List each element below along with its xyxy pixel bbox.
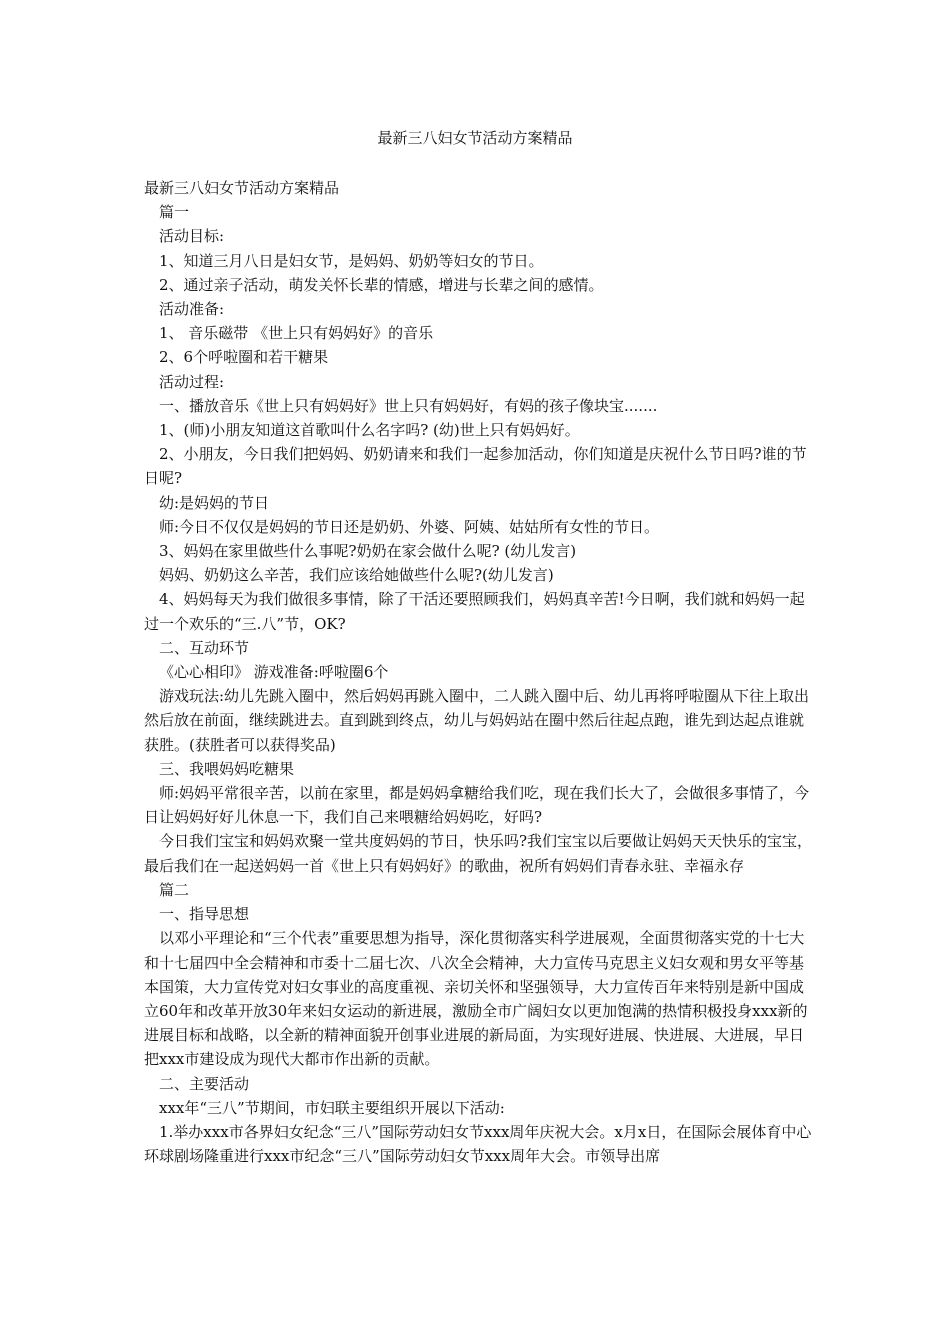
paragraph: 师:妈妈平常很辛苦，以前在家里，都是妈妈拿糖给我们吃，现在我们长大了，会做很多事情了，今日让妈妈好好儿休息一下，我们自己来喂糖给妈妈吃，好吗? — [144, 784, 810, 827]
paragraph: 1、 音乐磁带 《世上只有妈妈好》的音乐 — [159, 324, 434, 343]
paragraph: 幼:是妈妈的节日 — [159, 493, 270, 512]
paragraph: 三、我喂妈妈吃糖果 — [159, 759, 295, 778]
paragraph: 1、知道三月八日是妇女节，是妈妈、奶奶等妇女的节日。 — [159, 251, 544, 270]
paragraph: 2、通过亲子活动，萌发关怀长辈的情感，增进与长辈之间的感情。 — [159, 275, 604, 294]
paragraph: 4、妈妈每天为我们做很多事情，除了干活还要照顾我们，妈妈真辛苦!今日啊，我们就和妈妈一起过一个欢乐的“三.八”节，OK? — [144, 590, 805, 633]
paragraph: xxx年“三八”节期间，市妇联主要组织开展以下活动: — [159, 1098, 505, 1117]
paragraph: 一、指导思想 — [159, 905, 250, 924]
document-body — [144, 176, 814, 1168]
paragraph: 1、(师)小朋友知道这首歌叫什么名字吗? (幼)世上只有妈妈好。 — [159, 421, 580, 440]
paragraph: 妈妈、奶奶这么辛苦，我们应该给她做些什么呢?(幼儿发言) — [159, 566, 554, 585]
paragraph: 游戏玩法:幼儿先跳入圈中，然后妈妈再跳入圈中，二人跳入圈中后、幼儿再将呼啦圈从下往上取出然后放在前面，继续跳进去。直到跳到终点，幼儿与妈妈站在圈中然后往起点跑，谁先到达起点谁就获胜。(获胜者可以获得奖品) — [144, 687, 810, 754]
paragraph: 一、播放音乐《世上只有妈妈好》世上只有妈妈好，有妈的孩子像块宝....... — [159, 396, 658, 415]
paragraph: 师:今日不仅仅是妈妈的节日还是奶奶、外婆、阿姨、姑姑所有女性的节日。 — [159, 517, 660, 536]
paragraph: 1.举办xxx市各界妇女纪念“三八”国际劳动妇女节xxx周年庆祝大会。x月x日，在国际会展体育中心环球剧场隆重进行xxx市纪念“三八”国际劳动妇女节xxx周年大会。市领导出席 — [144, 1122, 812, 1166]
paragraph: 篇一 — [159, 203, 190, 222]
paragraph: 2、小朋友，今日我们把妈妈、奶奶请来和我们一起参加活动，你们知道是庆祝什么节日吗?谁的节日呢? — [144, 445, 807, 488]
paragraph: 以邓小平理论和“三个代表”重要思想为指导，深化贯彻落实科学进展观，全面贯彻落实党的十七大和十七届四中全会精神和市委十二届七次、八次全会精神，大力宣传马克思主义妇女观和男女平等基本国策，大力宣传党对妇女事业的高度重视、亲切关怀和坚强领导，大力宣传百年来特别是新中国成立60年和改革开放30年来妇女运动的新进展，激励全市广阔妇女以更加饱满的热情积极投身xxx新的进展目标和战略，以全新的精神面貌开创事业进展的新局面，为实现好进展、快进展、大进展，早日把xxx市建设成为现代大都市作出新的贡献。 — [144, 929, 808, 1069]
paragraph: 3、妈妈在家里做些什么事呢?奶奶在家会做什么呢? (幼儿发言) — [159, 542, 577, 561]
paragraph: 最新三八妇女节活动方案精品 — [144, 179, 340, 197]
paragraph: 2、6个呼啦圈和若干糖果 — [159, 348, 329, 367]
paragraph: 《心心相印》 游戏准备:呼啦圈6个 — [159, 663, 389, 682]
paragraph: 二、主要活动 — [159, 1074, 250, 1093]
paragraph: 篇二 — [159, 880, 190, 899]
paragraph: 活动准备: — [159, 300, 225, 319]
paragraph: 活动目标: — [159, 227, 225, 246]
paragraph: 二、互动环节 — [159, 638, 250, 657]
paragraph: 今日我们宝宝和妈妈欢聚一堂共度妈妈的节日，快乐吗?我们宝宝以后要做让妈妈天天快乐的宝宝，最后我们在一起送妈妈一首《世上只有妈妈好》的歌曲，祝所有妈妈们青春永驻、幸福永存 — [144, 832, 813, 875]
paragraph: 活动过程: — [159, 372, 225, 391]
document-title: 最新三八妇女节活动方案精品 — [377, 129, 573, 147]
